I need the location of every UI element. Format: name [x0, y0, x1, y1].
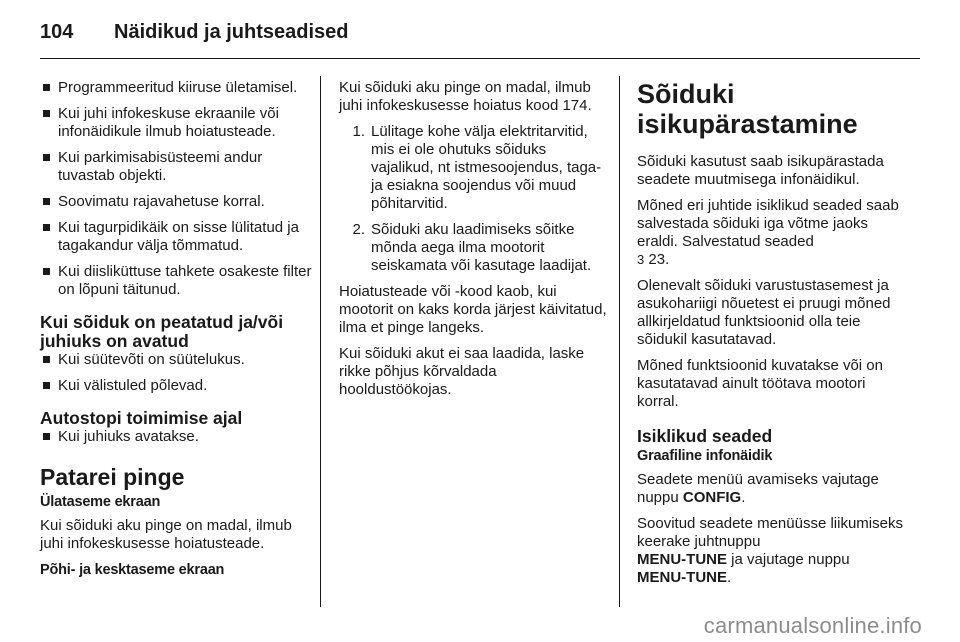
bullet-icon [43, 84, 50, 91]
list-item: 2. Sõiduki aku laadimiseks sõitke mõnda aega ilma mootorit seiskamata või kasutage laadijat. [352, 221, 592, 274]
list-item: Kui juhiuks avatakse. [40, 428, 312, 446]
bullet-icon [43, 198, 50, 205]
bullet-icon [43, 154, 50, 161]
paragraph-upper-display: Kui sõiduki aku pinge on madal, ilmub juhi infokeskusesse hoiatusteade. [40, 517, 292, 552]
subheading-base-display: Põhi- ja kesktaseme ekraan [40, 562, 225, 578]
page-reference[interactable]: 23. [648, 251, 670, 268]
heading-personal-settings: Isiklikud seaded [637, 426, 773, 446]
menu-tune-button-label: MENU-TUNE [637, 569, 727, 586]
paragraph-3: Olenevalt sõiduki varustustasemest ja asukohariigi nõuetest ei pruugi mõned allkirjeldatud funktsioonid olla teie sõidukil kasutatavad. [637, 277, 891, 348]
paragraph-intro: Kui sõiduki aku pinge on madal, ilmub juhi infokeskusesse hoiatus kood 174. [339, 79, 592, 114]
bullet-icon [43, 268, 50, 275]
column-divider-1 [320, 76, 321, 607]
paragraph-4: Mõned funktsioonid kuvatakse või on kasutatavad ainult töötava mootori korral. [637, 357, 883, 410]
menu-tune-button-label: MENU-TUNE [637, 551, 727, 568]
paragraph-2: Mõned eri juhtide isiklikud seaded saab salvestada sõiduki iga võtme jaoks eraldi. Salvestatud seaded 3 23. [637, 197, 899, 268]
paragraph-service: Kui sõiduki akut ei saa laadida, laske rikke põhjus kõrvaldada hooldustöökojas. [339, 345, 585, 398]
heading-autostop: Autostopi toimimise ajal [40, 408, 243, 428]
paragraph-warning-off: Hoiatusteade või -kood kaob, kui mootorit on kaks korda järjest käivitatud, ilma et pinge langeks. [339, 283, 607, 336]
list-item: Kui diisliküttuse tahkete osakeste filter on lõpuni täitunud. [40, 263, 312, 299]
paragraph-6: Soovitud seadete menüüsse liikumiseks keerake juhtnuppu MENU-TUNE ja vajutage nuppu MENU-TUNE. [637, 515, 903, 586]
bullet-icon [43, 356, 50, 363]
reference-arrow-icon: 3 [637, 252, 645, 267]
paragraph-5: Seadete menüü avamiseks vajutage nuppu CONFIG. [637, 471, 879, 506]
heading-personalization: Sõiduki isikupärastamine [637, 79, 858, 139]
list-item: Kui tagurpidikäik on sisse lülitatud ja tagakandur välja tõmmatud. [40, 219, 312, 255]
list-item: Kui välistuled põlevad. [40, 377, 312, 395]
heading-battery: Patarei pinge [40, 464, 185, 490]
subheading-upper-display: Ülataseme ekraan [40, 494, 161, 510]
header-rule [40, 58, 920, 59]
column-1 [40, 79, 312, 585]
subheading-graphic-display: Graafiline infonäidik [637, 448, 773, 464]
list-item: 1. Lülitage kohe välja elektritarvitid, mis ei ole ohutuks sõiduks vajalikud, nt istmesoojendus, taga- ja esiakna soojendus või muud põhitarvitid. [352, 123, 602, 212]
list-item: Programmeeritud kiiruse ületamisel. [40, 79, 312, 97]
list-item: Kui juhi infokeskuse ekraanile või infonäidikule ilmub hoiatusteade. [40, 105, 312, 141]
bullet-icon [43, 433, 50, 440]
column-divider-2 [619, 76, 620, 607]
bullet-icon [43, 224, 50, 231]
bullet-icon [43, 110, 50, 117]
page-number: 104 [40, 21, 74, 43]
heading-parked: Kui sõiduk on peatatud ja/või juhiuks on avatud [40, 312, 284, 351]
list-item: Soovimatu rajavahetuse korral. [40, 193, 312, 211]
column-2 [339, 79, 607, 407]
watermark: carmanualsonline.info [703, 613, 922, 638]
page-title: Näidikud ja juhtseadised [114, 21, 349, 43]
page-header [40, 18, 349, 46]
list-item: Kui süütevõti on süütelukus. [40, 351, 312, 369]
list-item: Kui parkimisabisüsteemi andur tuvastab objekti. [40, 149, 312, 185]
bullet-icon [43, 382, 50, 389]
column-3 [637, 79, 903, 595]
paragraph-1: Sõiduki kasutust saab isikupärastada seadete muutmisega infonäidikul. [637, 153, 884, 188]
config-button-label: CONFIG [682, 489, 742, 506]
